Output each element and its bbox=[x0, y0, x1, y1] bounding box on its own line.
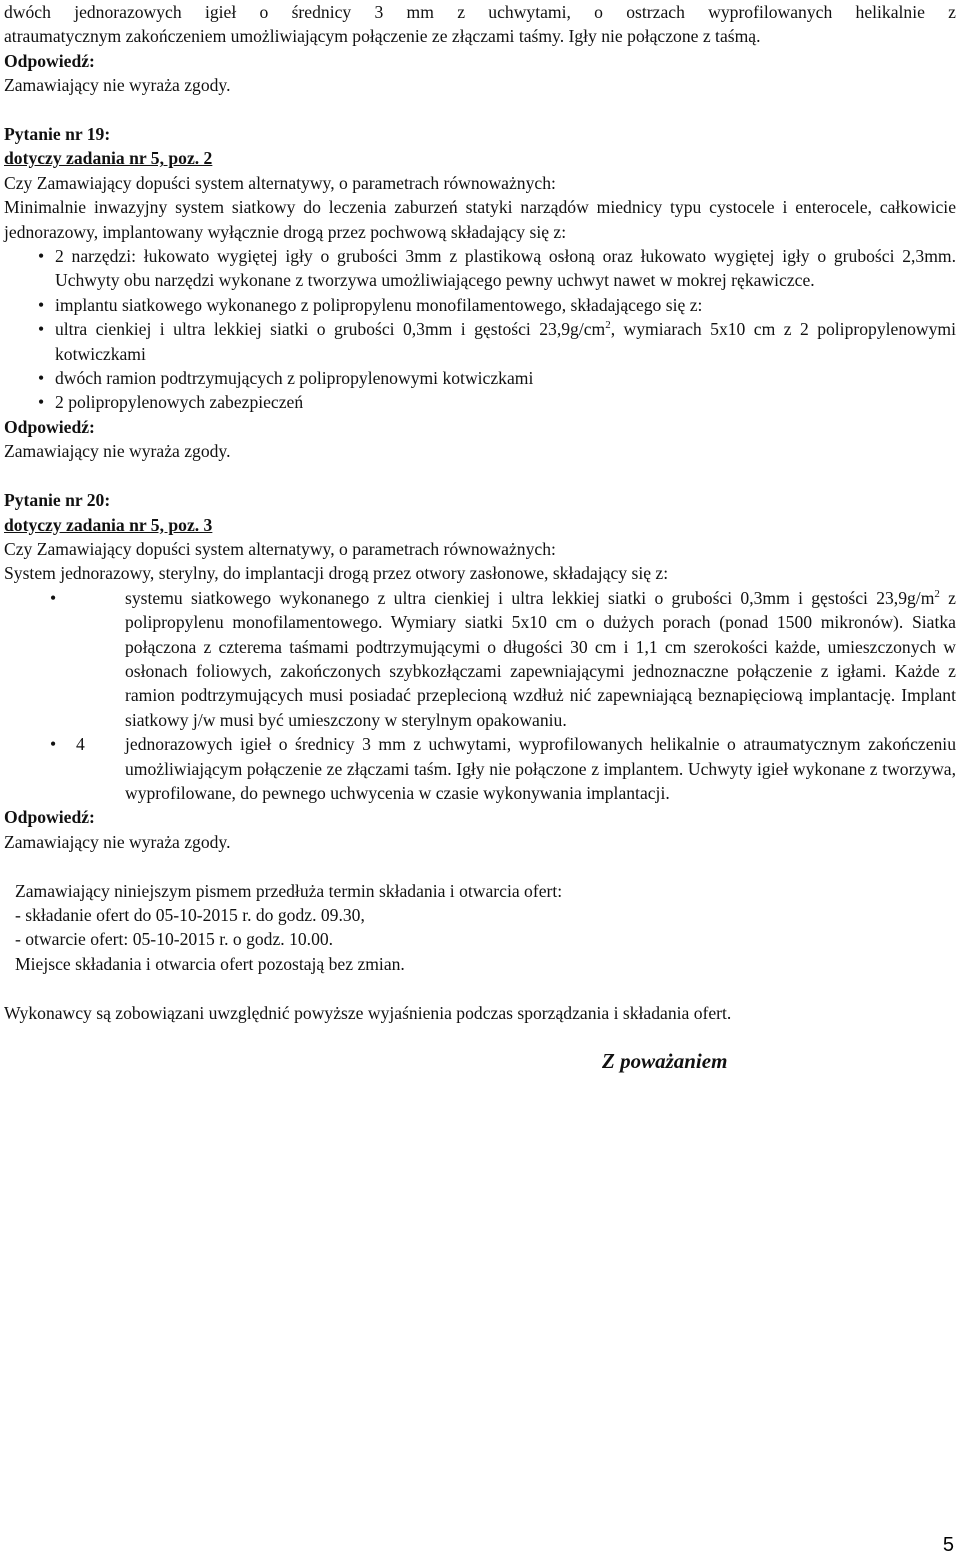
question-19-line-1: Czy Zamawiający dopuści system alternatywy, o parametrach równoważnych: bbox=[4, 172, 556, 193]
extension-line-3: - otwarcie ofert: 05-10-2015 r. o godz. 10.00. bbox=[15, 929, 334, 950]
extension-line-2: - składanie ofert do 05-10-2015 r. do godz. 09.30, bbox=[15, 904, 365, 925]
intro-line-1: dwóch jednorazowych igieł o średnicy 3 mm z uchwytami, o ostrzach wyprofilowanych helikalnie z bbox=[4, 2, 956, 22]
question-20-line-2: System jednorazowy, sterylny, do implantacji drogą przez otwory zasłonowe, składający się z: bbox=[4, 563, 669, 584]
answer-text: Zamawiający nie wyraża zgody. bbox=[4, 441, 231, 462]
signature: Z poważaniem bbox=[602, 1049, 728, 1074]
question-19-line-2: Minimalnie inwazyjny system siatkowy do leczenia zaburzeń statyki narządów miednicy typu cystocele i enterocele, całkowicie jednorazowy, implantowany wyłącznie drogą przez pochwową składający się z: bbox=[4, 197, 956, 242]
answer-text: Zamawiający nie wyraża zgody. bbox=[4, 831, 231, 852]
bullet-icon: • bbox=[38, 246, 45, 267]
question-20-line-1: Czy Zamawiający dopuści system alternatywy, o parametrach równoważnych: bbox=[4, 538, 556, 559]
extension-line-4: Miejsce składania i otwarcia ofert pozostają bez zmian. bbox=[15, 953, 405, 974]
question-20-title: Pytanie nr 20: bbox=[4, 490, 111, 511]
extension-line-1: Zamawiający niniejszym pismem przedłuża termin składania i otwarcia ofert: bbox=[15, 880, 563, 901]
document-page bbox=[4, 0, 956, 1074]
bullet-icon: • bbox=[38, 392, 45, 413]
question-20-bullet-1: • systemu siatkowego wykonanego z ultra cienkiej i ultra lekkiej siatki o grubości 0,3mm i gęstości $23,9g/m^2$ z polipropylenu monofilamentowego. Wymiary siatki 5x10 cm o dużych porach (ponad 1500 mikronów). Siatka połączona z czterema taśmami podtrzymującymi o długości 30 cm i 1,1 cm szerokości każde, umieszczonych w osłonach foliowych, zakończonych szybkozłączami zapewniającymi jednoznaczne połączenie z igłami. Każde z ramion podtrzymujących musi posiadać przeplecioną wzdłuż nić zapewniającą beznapięciową implantację. Implant siatkowy j/w musi być umieszczony w sterylnym opakowaniu. bbox=[50, 587, 956, 730]
question-19-bullet-1: • 2 narzędzi: łukowato wygiętej igły o grubości 3mm z plastikową osłoną oraz łukowato wygiętej igły o grubości 2,3mm. Uchwyty obu narzędzi wykonane z tworzywa umożliwiającego pewny uchwyt nawet w mokrej rękawiczce. bbox=[38, 246, 956, 291]
question-20-bullet-2: • 4 jednorazowych igieł o średnicy 3 mm z uchwytami, wyprofilowanych helikalnie o atraumatycznym zakończeniu umożliwiającym połączenie ze złączami taśm. Igły nie połączone z implantem. Uchwyty igieł wykonane z tworzywa, wyprofilowane, do pewnego uchwycenia w czasie wykonywania implantacji. bbox=[50, 734, 956, 803]
question-19-ref: dotyczy zadania nr 5, poz. 2 bbox=[4, 148, 213, 169]
answer-text: Zamawiający nie wyraża zgody. bbox=[4, 75, 231, 96]
page-number: 5 bbox=[942, 1534, 954, 1556]
question-19-title: Pytanie nr 19: bbox=[4, 124, 111, 145]
question-19-bullet-2: • implantu siatkowego wykonanego z polipropylenu monofilamentowego, składającego się z: bbox=[4, 293, 956, 317]
answer-label: Odpowiedź: bbox=[4, 416, 95, 437]
question-19-bullet-4: • dwóch ramion podtrzymujących z polipropylenowymi kotwiczkami bbox=[4, 366, 956, 390]
bullet-icon: • bbox=[38, 294, 45, 315]
question-19-bullet-3: • ultra cienkiej i ultra lekkiej siatki o grubości 0,3mm i gęstości $23,9g/cm^2$, wymiarach 5x10 cm z 2 polipropylenowymi kotwiczkami bbox=[38, 319, 956, 364]
question-19-bullet-5: • 2 polipropylenowych zabezpieczeń bbox=[4, 390, 956, 414]
closing-note: Wykonawcy są zobowiązani uwzględnić powyższe wyjaśnienia podczas sporządzania i składania ofert. bbox=[4, 1002, 732, 1023]
bullet-icon: • bbox=[38, 368, 45, 389]
bullet-icon: • bbox=[38, 319, 45, 340]
bullet-icon: • bbox=[50, 734, 57, 755]
question-20-ref: dotyczy zadania nr 5, poz. 3 bbox=[4, 514, 213, 535]
answer-label: Odpowiedź: bbox=[4, 807, 95, 828]
answer-label: Odpowiedź: bbox=[4, 50, 95, 71]
bullet-icon: • bbox=[50, 587, 57, 608]
intro-line-2: atraumatycznym zakończeniem umożliwiającym połączenie ze złączami taśmy. Igły nie połączone z taśmą. bbox=[4, 26, 761, 47]
